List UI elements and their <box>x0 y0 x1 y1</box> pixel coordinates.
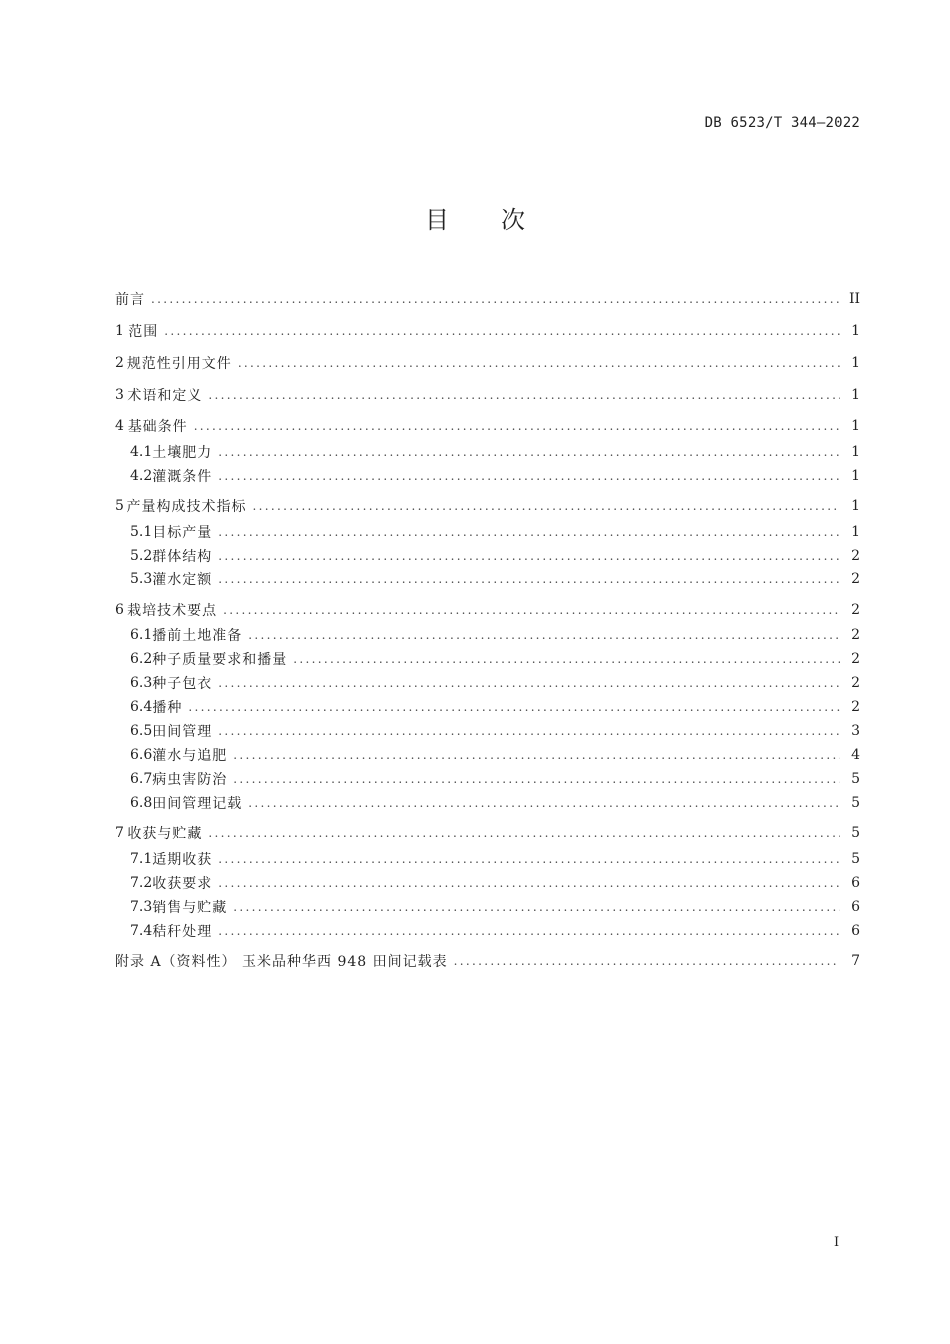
toc-entry-page: 2 <box>851 675 860 691</box>
toc-entry[interactable] <box>115 792 860 814</box>
toc-dot-leader <box>248 628 840 642</box>
toc-entry[interactable] <box>115 465 860 487</box>
toc-dot-leader <box>233 772 840 786</box>
toc-entry[interactable] <box>115 352 860 374</box>
toc-entry-page: 1 <box>851 355 860 371</box>
toc-entry-number: 6.3 <box>130 675 153 691</box>
toc-entry[interactable] <box>115 624 860 646</box>
toc-entry-page: 1 <box>851 498 860 514</box>
toc-entry-page: 3 <box>851 723 860 739</box>
toc-entry[interactable] <box>115 848 860 870</box>
toc-entry-number: 7.1 <box>130 851 153 867</box>
toc-entry-page: 6 <box>851 923 860 939</box>
toc-dot-leader <box>233 748 840 762</box>
toc-entry-number: 6 <box>115 602 124 618</box>
toc-entry-number: 5.1 <box>130 524 153 540</box>
toc-dot-leader <box>208 388 840 402</box>
toc-entry-number: 7 <box>115 825 124 841</box>
toc-dot-leader <box>218 469 840 483</box>
toc-dot-leader <box>223 603 840 617</box>
toc-entry-label: 规范性引用文件 <box>126 356 232 372</box>
toc-entry-page: 7 <box>851 953 860 969</box>
toc-dot-leader <box>208 826 840 840</box>
toc-entry[interactable] <box>115 568 860 590</box>
toc-entry[interactable] <box>115 872 860 894</box>
toc-entry[interactable] <box>115 648 860 670</box>
toc-entry-number: 7.2 <box>130 875 153 891</box>
toc-entry[interactable] <box>115 768 860 790</box>
toc-entry[interactable] <box>115 696 860 718</box>
toc-entry-number: 6.7 <box>130 771 153 787</box>
toc-entry-number: 3 <box>115 387 124 403</box>
toc-dot-leader <box>188 700 840 714</box>
toc-entry-page: 4 <box>851 747 860 763</box>
toc-entry-label: 土壤肥力 <box>152 445 213 461</box>
toc-dot-leader <box>151 292 840 306</box>
toc-entry[interactable] <box>115 672 860 694</box>
toc-entry-label: 产量构成技术指标 <box>126 499 247 515</box>
toc-entry-page: 5 <box>851 771 860 787</box>
toc-entry-page: 5 <box>851 825 860 841</box>
toc-entry-label: 播前土地准备 <box>152 628 243 644</box>
toc-entry-label: 收获要求 <box>152 876 213 892</box>
toc-entry-label: 种子质量要求和播量 <box>152 652 288 668</box>
toc-dot-leader <box>218 525 840 539</box>
toc-dot-leader <box>218 572 840 586</box>
toc-entry[interactable] <box>115 441 860 463</box>
toc-entry[interactable] <box>115 599 860 621</box>
toc-entry-page: 2 <box>851 627 860 643</box>
toc-dot-leader <box>218 549 840 563</box>
toc-entry[interactable] <box>115 521 860 543</box>
toc-entry[interactable] <box>115 822 860 844</box>
toc-entry-label: 灌水定额 <box>152 572 213 588</box>
toc-entry-number: 4 <box>115 418 124 434</box>
footer-page-number: I <box>834 1235 840 1250</box>
toc-dot-leader <box>248 796 840 810</box>
toc-entry-number: 6.4 <box>130 699 153 715</box>
toc-entry-label: 收获与贮藏 <box>127 826 203 842</box>
toc-entry-label: 范围 <box>128 324 159 340</box>
toc-entry-label: 种子包衣 <box>152 676 213 692</box>
toc-dot-leader <box>233 900 840 914</box>
toc-entry-label: 播种 <box>152 700 183 716</box>
toc-entry-page: 1 <box>851 323 860 339</box>
toc-dot-leader <box>218 876 840 890</box>
toc-entry-label: 基础条件 <box>127 419 188 435</box>
toc-entry-page: 2 <box>851 571 860 587</box>
toc-entry-page: 2 <box>851 602 860 618</box>
toc-dot-leader <box>253 499 840 513</box>
toc-entry-number: 2 <box>115 355 124 371</box>
toc-entry-page: 5 <box>851 795 860 811</box>
toc-dot-leader <box>164 324 840 338</box>
toc-entry-number: 6.6 <box>130 747 153 763</box>
toc-entry[interactable] <box>115 415 860 437</box>
toc-entry-page: 6 <box>851 899 860 915</box>
toc-entry-label: 灌水与追肥 <box>152 748 228 764</box>
toc-entry[interactable] <box>115 720 860 742</box>
toc-entry[interactable] <box>115 744 860 766</box>
toc-entry-number: 6.5 <box>130 723 153 739</box>
toc-dot-leader <box>218 445 840 459</box>
toc-entry-label: 秸秆处理 <box>152 924 213 940</box>
document-code: DB 6523/T 344—2022 <box>704 115 860 131</box>
toc-entry[interactable] <box>115 320 860 342</box>
toc-entry-label: 病虫害防治 <box>152 772 228 788</box>
toc-entry-number: 5.2 <box>130 548 153 564</box>
toc-dot-leader <box>218 924 840 938</box>
toc-entry-label: 田间管理记载 <box>152 796 243 812</box>
toc-entry-page: 1 <box>851 468 860 484</box>
toc-entry[interactable] <box>115 545 860 567</box>
toc-entry-number: 5.3 <box>130 571 153 587</box>
toc-entry-page: 1 <box>851 418 860 434</box>
toc-entry-page: 2 <box>851 699 860 715</box>
toc-entry-number: 7.4 <box>130 923 153 939</box>
toc-entry-label: 群体结构 <box>152 549 213 565</box>
toc-entry-page: 1 <box>851 387 860 403</box>
title-char-1: 目 <box>425 206 449 234</box>
toc-entry-label: 田间管理 <box>152 724 213 740</box>
toc-entry-number: 6.8 <box>130 795 153 811</box>
toc-dot-leader <box>218 676 840 690</box>
toc-entry-page: 1 <box>851 444 860 460</box>
toc-entry-page: 6 <box>851 875 860 891</box>
toc-entry[interactable] <box>115 950 860 972</box>
toc-entry[interactable] <box>115 896 860 918</box>
toc-entry-page: 2 <box>851 651 860 667</box>
toc-entry[interactable] <box>115 384 860 406</box>
toc-entry-label: 栽培技术要点 <box>127 603 218 619</box>
toc-entry-number: 4.1 <box>130 444 153 460</box>
toc-dot-leader <box>293 652 840 666</box>
toc-entry-number: 6.1 <box>130 627 153 643</box>
toc-entry-page: II <box>848 291 860 307</box>
toc-entry-label: 目标产量 <box>152 525 213 541</box>
toc-entry-label: 附录 A（资料性） 玉米品种华西 948 田间记载表 <box>115 954 448 970</box>
toc-entry-label: 术语和定义 <box>127 388 203 404</box>
toc-entry-page: 1 <box>851 524 860 540</box>
toc-entry-label: 前言 <box>115 292 145 308</box>
toc-dot-leader <box>218 852 840 866</box>
toc-entry-label: 灌溉条件 <box>152 469 213 485</box>
toc-entry[interactable] <box>115 920 860 942</box>
toc-dot-leader <box>238 356 840 370</box>
toc-entry-number: 4.2 <box>130 468 153 484</box>
toc-entry-label: 适期收获 <box>152 852 213 868</box>
toc-entry-number: 1 <box>115 323 124 339</box>
toc-entry-label: 销售与贮藏 <box>152 900 228 916</box>
toc-dot-leader <box>218 724 840 738</box>
toc-entry-number: 6.2 <box>130 651 153 667</box>
title-char-2: 次 <box>501 206 525 234</box>
toc-dot-leader <box>194 419 840 433</box>
toc-entry-number: 7.3 <box>130 899 153 915</box>
toc-entry-page: 5 <box>851 851 860 867</box>
toc-entry-number: 5 <box>115 498 124 514</box>
page-title <box>0 200 950 235</box>
toc-entry[interactable] <box>115 495 860 517</box>
toc-entry[interactable] <box>115 288 860 310</box>
toc-entry-page: 2 <box>851 548 860 564</box>
toc-dot-leader <box>454 954 840 968</box>
